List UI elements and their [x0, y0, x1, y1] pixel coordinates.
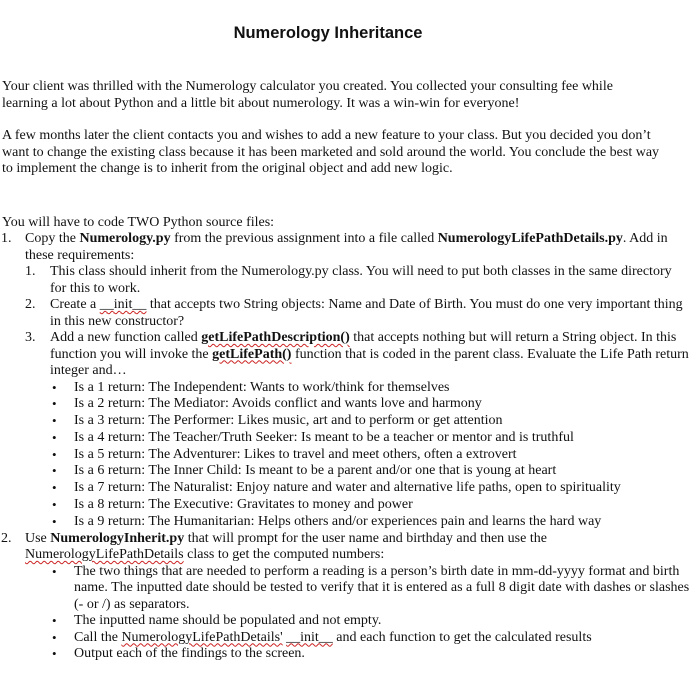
life-path-bullet: • Is a 9 return: The Humanitarian: Helps others and/or experiences pain and learns the hard way — [0, 514, 690, 531]
requirement-number: 3. — [25, 330, 36, 345]
program-bullet: • The inputted name should be populated and not empty. — [0, 613, 690, 630]
requirement-text — [50, 330, 689, 378]
program-bullet: • Output each of the findings to the screen. — [0, 646, 690, 663]
text-run: from the previous assignment into a file called — [170, 231, 438, 246]
text-run: that accepts nothing but will return a String object. In this function you will invoke the — [50, 330, 677, 362]
life-path-bullet: • Is a 8 return: The Executive: Gravitates to money and power — [0, 497, 690, 514]
task-number: 2. — [1, 530, 12, 546]
context-paragraph: A few months later the client contacts you and wishes to add a new feature to your class. But you decided you don’t want to change the existing class because it has been marketed and sold around the world. You conclude the best way to implement the change is to inherit from the original object and add new logic. — [2, 128, 660, 176]
text-run: . Add in these requirements: — [25, 231, 668, 263]
text-run: and each function to get the calculated results — [332, 629, 592, 645]
life-path-bullet: • Is a 4 return: The Teacher/Truth Seeker: Is meant to be a teacher or mentor and is truthful — [0, 430, 690, 447]
life-path-bullet: • Is a 6 return: The Inner Child: Is meant to be a parent and/or one that is young at heart — [0, 463, 690, 480]
function-name: getLifePathDescription() — [201, 330, 350, 345]
task-item-2 — [0, 531, 690, 663]
class-name: NumerologyLifePathDetails' — [121, 629, 283, 645]
init-code: __init__ — [99, 297, 147, 312]
text-run: class to get the computed numbers: — [183, 547, 385, 563]
function-name: getLifePath() — [212, 346, 292, 362]
task-list — [0, 231, 690, 663]
task-text — [25, 531, 547, 563]
requirement-number: 1. — [25, 264, 36, 279]
task-item-1 — [0, 231, 690, 531]
life-path-bullet: • Is a 5 return: The Adventurer: Likes to travel and meet others, often a extrovert — [0, 447, 690, 464]
requirement-number: 2. — [25, 297, 36, 312]
life-path-list — [0, 380, 690, 531]
requirement-text — [50, 297, 683, 329]
text-run: Add a new function called — [50, 330, 202, 345]
text-run: Copy the — [25, 231, 80, 246]
requirement-text: This class should inherit from the Numerology.py class. You will need to put both classes in the same directory for this to work. — [50, 264, 672, 296]
filename-numerology-inherit: NumerologyInherit.py — [50, 530, 185, 546]
text-run: Use — [25, 530, 51, 546]
filename-life-path-details: NumerologyLifePathDetails.py — [437, 231, 623, 246]
requirement-item — [0, 330, 690, 531]
task-text — [25, 231, 668, 263]
text-run: Create a — [50, 297, 100, 312]
task-number: 1. — [1, 231, 12, 246]
life-path-bullet: • Is a 7 return: The Naturalist: Enjoy nature and water and alternative life paths, open to spirituality — [0, 480, 690, 497]
intro-paragraph: Your client was thrilled with the Numerology calculator you created. You collected your consulting fee while learning a lot about Python and a little bit about numerology. It was a win-win for everyone! — [2, 79, 613, 111]
life-path-bullet: • Is a 3 return: The Performer: Likes music, art and to perform or get attention — [0, 413, 690, 430]
class-name: NumerologyLifePathDetails — [25, 547, 184, 563]
life-path-bullet: • Is a 1 return: The Independent: Wants to work/think for themselves — [0, 380, 690, 397]
program-requirements-list — [0, 564, 690, 663]
program-bullet: • The two things that are needed to perform a reading is a person’s birth date in mm-dd-yyyy format and birth name. The inputted date should be tested to verify that it is entered as a full 8 digit date with dashes or slashes (- or /) as separators. — [0, 564, 690, 614]
text-run: Call the — [74, 629, 122, 645]
life-path-bullet: • Is a 2 return: The Mediator: Avoids conflict and wants love and harmony — [0, 396, 690, 413]
text-run: that accepts two String objects: Name and Date of Birth. You must do one very important thing in this new constructor? — [50, 297, 683, 329]
text-run: function that is coded in the parent class. Evaluate the Life Path return integer and… — [50, 346, 689, 378]
text-run: that will prompt for the user name and birthday and then use the — [184, 530, 547, 546]
init-code: __init__ — [286, 629, 333, 645]
requirements-list — [25, 264, 690, 531]
filename-numerology: Numerology.py — [79, 231, 171, 246]
requirement-item — [0, 264, 690, 297]
task-intro-paragraph: You will have to code TWO Python source files: — [2, 215, 275, 230]
program-bullet — [0, 630, 690, 647]
requirement-item — [0, 297, 690, 330]
document-title: Numerology Inheritance — [233, 24, 423, 42]
